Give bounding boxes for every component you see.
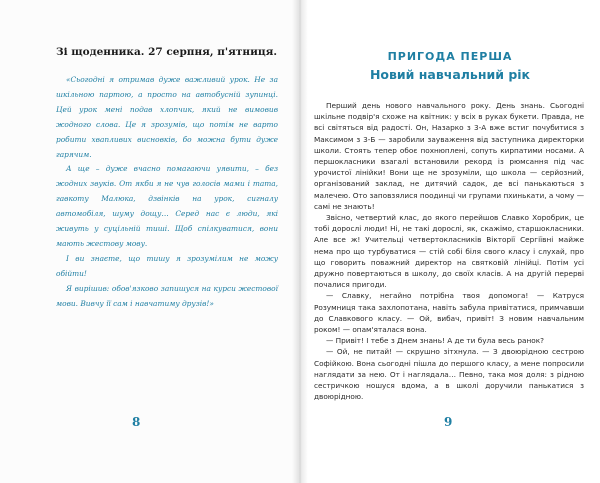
diary-entry xyxy=(56,73,278,312)
diary-paragraph: І ви знаєте, що тишу я зрозумілим не можу обійти! xyxy=(56,253,278,278)
diary-paragraph: Я вирішив: обов'язково запишуся на курси жестової мови. Вивчу її сам і навчатиму друзів!» xyxy=(56,283,278,308)
diary-paragraph: А ще – дуже вчасно помагаючи уявити, – без жодних звуків. От якби я не чув голосів мами і тата, гавкоту Малюка, дзвінків на урок, сигналу автомобіля, шуму дощу… Серед нас є люди, які живуть у суцільній тиші. Щоб спілкуватися, вони мають жестову мову. xyxy=(56,164,278,248)
story-text xyxy=(314,100,584,402)
chapter-subtitle: Новий навчальний рік xyxy=(369,67,531,82)
story-paragraph: — Привіт! І тебе з Днем знань! А де ти була весь ранок? xyxy=(326,336,545,346)
diary-paragraph: «Сьогодні я отримав дуже важливий урок. Не за шкільною партою, а просто на автобусній зупинці. Цей урок мені подав хлопчик, який не вимовив жодного слова. Це я зрозумів, що потім не варто робити хвапливих висновків, бо можна бути дуже гарячим. xyxy=(56,75,278,159)
story-paragraph: — Ой, не питай! — скрушно зітхнула. — З двоюрідною сестрою Софійкою. Вона сьогодні пішла до першого класу, а мене попросили наглядати за нею. От і наглядала… Певно, така моя доля: з рідною сестричкою ношуся вдома, а в школі доручили панькатися з двоюрідною. xyxy=(314,347,584,402)
story-paragraph: — Славку, негайно потрібна твоя допомога! — Катруся Розумниця така захлопотана, навіть забула привітатися, примчавши до Славкового класу. — Ой, вибач, привіт! З новим навчальним роком! — опам'яталася вона. xyxy=(314,291,584,335)
page-number-left: 8 xyxy=(132,415,141,429)
story-paragraph: Перший день нового навчального року. День знань. Сьогодні шкільне подвір'я схоже на квітник: у всіх в руках букети. Правда, не всі світяться від радості. Он, Назарко з 3-А вже встиг почубитися з Максимом з 3-Б — заробили зауваження від заступника директорки школи. Стоять тепер обоє похнюплені, сопуть кирпатими носами. А першокласники взагалі встановили рекорд із рюмсання під час урочистої лінійки! Вони ще не зрозуміли, що школа — серйозний, організований заклад, не дитячий садок, де всі панькаються з малечею. Ото заповзялися поодинці чи групами пхинькати, а чому — самі не знають! xyxy=(314,101,584,211)
chapter-title: ПРИГОДА ПЕРША xyxy=(387,50,513,63)
diary-header: Зі щоденника. 27 серпня, п'ятниця. xyxy=(56,46,278,58)
story-paragraph: Звісно, четвертий клас, до якого перейшов Славко Хоробрик, це тобі дорослі люди! Ні, не такі дорослі, як, скажімо, старшокласники. Але все ж! Учительці четвертокласників Вікторії Сергіївні майже нема про що турбуватися — стій собі біля свого класу і слухай, про що говорить поважний директор на святковій лінійці. Потім усі дружно повертаються в школу, до своїх класів. А на другій перерві почалися пригоди. xyxy=(314,213,584,290)
page-number-right: 9 xyxy=(444,415,453,429)
right-page xyxy=(300,0,600,483)
book-gutter-shadow xyxy=(292,0,308,483)
